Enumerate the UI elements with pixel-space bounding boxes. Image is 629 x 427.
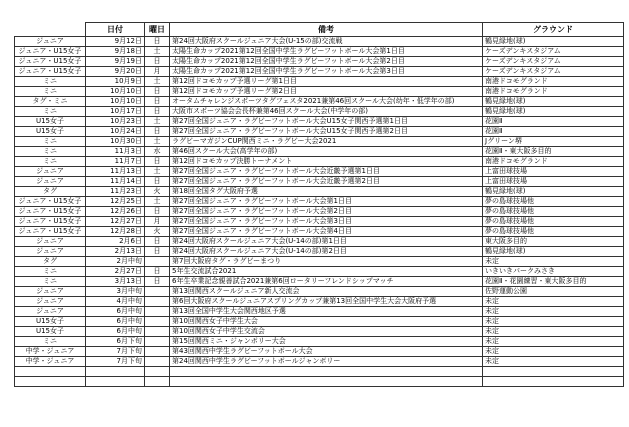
day-of-week-cell: 水	[145, 147, 170, 157]
day-of-week-cell	[145, 257, 170, 267]
ground-cell: 未定	[483, 357, 624, 367]
table-row	[15, 187, 624, 197]
category-cell: ミニ	[15, 157, 86, 167]
category-cell: ジュニア	[15, 37, 86, 47]
notes-cell: 第12回ドコモカップ決勝トーナメント	[170, 157, 483, 167]
ground-cell: ケーズデンキスタジアム	[483, 67, 624, 77]
table-row	[15, 87, 624, 97]
category-cell: ジュニア・U15女子	[15, 227, 86, 237]
day-of-week-cell: 火	[145, 187, 170, 197]
ground-cell: 夢の島球技場他	[483, 227, 624, 237]
notes-cell: 第12回ドコモカップ予選リーグ第1日目	[170, 77, 483, 87]
ground-cell: Jグリーン堺	[483, 137, 624, 147]
date-cell: 10月24日	[86, 127, 145, 137]
notes-cell	[170, 367, 483, 377]
day-of-week-cell: 土	[145, 77, 170, 87]
table-row	[15, 237, 624, 247]
table-row	[15, 347, 624, 357]
day-of-week-cell: 日	[145, 127, 170, 137]
category-cell: ジュニア	[15, 167, 86, 177]
category-cell: ジュニア	[15, 247, 86, 257]
notes-cell: 第27回全国ジュニア・ラグビーフットボール大会U15女子関西予選第1日目	[170, 117, 483, 127]
date-cell	[86, 367, 145, 377]
day-of-week-cell: 日	[145, 87, 170, 97]
ground-cell: 鶴見緑地(球)	[483, 97, 624, 107]
notes-cell: ラグビーマガジンCUP関西ミニ・ラグビー大会2021	[170, 137, 483, 147]
category-cell: ジュニア・U15女子	[15, 197, 86, 207]
notes-cell: 第24回関西中学生ラグビーフットボールジャンボリー	[170, 357, 483, 367]
ground-cell: 未定	[483, 297, 624, 307]
header-date: 日付	[86, 23, 145, 37]
day-of-week-cell	[145, 377, 170, 387]
day-of-week-cell: 日	[145, 57, 170, 67]
header-day-of-week: 曜日	[145, 23, 170, 37]
category-cell: タグ	[15, 187, 86, 197]
notes-cell: 第18回全国タグ大阪府予選	[170, 187, 483, 197]
category-cell	[15, 367, 86, 377]
day-of-week-cell: 日	[145, 177, 170, 187]
date-cell: 6月中旬	[86, 317, 145, 327]
day-of-week-cell	[145, 357, 170, 367]
ground-cell	[483, 367, 624, 377]
table-row	[15, 217, 624, 227]
category-cell: ミニ	[15, 77, 86, 87]
table-row	[15, 147, 624, 157]
category-cell: ミニ	[15, 107, 86, 117]
table-row	[15, 177, 624, 187]
table-row	[15, 317, 624, 327]
day-of-week-cell: 火	[145, 227, 170, 237]
category-cell: ジュニア・U15女子	[15, 207, 86, 217]
date-cell: 10月17日	[86, 107, 145, 117]
category-cell: ジュニア・U15女子	[15, 67, 86, 77]
date-cell: 9月18日	[86, 47, 145, 57]
notes-cell: 第7回大阪府タグ・ラグビーまつり	[170, 257, 483, 267]
date-cell: 10月10日	[86, 97, 145, 107]
notes-cell: 第43回関西中学生ラグビーフットボール大会	[170, 347, 483, 357]
header-row	[15, 23, 624, 37]
date-cell: 11月7日	[86, 157, 145, 167]
date-cell: 3月中旬	[86, 287, 145, 297]
table-row	[15, 337, 624, 347]
day-of-week-cell: 日	[145, 207, 170, 217]
table-row	[15, 367, 624, 377]
category-cell: ジュニア	[15, 177, 86, 187]
date-cell: 2月6日	[86, 237, 145, 247]
ground-cell: 鶴見緑地(球)	[483, 187, 624, 197]
ground-cell: ケーズデンキスタジアム	[483, 57, 624, 67]
category-cell: U15女子	[15, 117, 86, 127]
day-of-week-cell: 月	[145, 217, 170, 227]
date-cell: 11月13日	[86, 167, 145, 177]
category-cell: ジュニア	[15, 287, 86, 297]
table-row	[15, 67, 624, 77]
day-of-week-cell: 日	[145, 107, 170, 117]
category-cell: ミニ	[15, 337, 86, 347]
table-row	[15, 57, 624, 67]
notes-cell: 第13回全国中学生大会関西地区予選	[170, 307, 483, 317]
notes-cell	[170, 377, 483, 387]
notes-cell: 太陽生命カップ2021第12回全国中学生ラグビーフットボール大会第1日目	[170, 47, 483, 57]
date-cell: 9月19日	[86, 57, 145, 67]
table-row	[15, 37, 624, 47]
day-of-week-cell	[145, 317, 170, 327]
table-row	[15, 247, 624, 257]
day-of-week-cell	[145, 307, 170, 317]
table-row	[15, 117, 624, 127]
ground-cell: 夢の島球技場他	[483, 217, 624, 227]
ground-cell: 未定	[483, 327, 624, 337]
day-of-week-cell: 日	[145, 157, 170, 167]
schedule-table	[14, 22, 624, 387]
notes-cell: 第12回ドコモカップ予選リーグ第2日目	[170, 87, 483, 97]
date-cell: 10月30日	[86, 137, 145, 147]
table-row	[15, 137, 624, 147]
ground-cell: 花園Ⅱ	[483, 127, 624, 137]
date-cell: 3月13日	[86, 277, 145, 287]
date-cell: 11月3日	[86, 147, 145, 157]
ground-cell: 花園Ⅱ	[483, 117, 624, 127]
ground-cell: 南港ドコモグランド	[483, 87, 624, 97]
day-of-week-cell	[145, 327, 170, 337]
date-cell	[86, 377, 145, 387]
ground-cell: 上富田球技場	[483, 167, 624, 177]
notes-cell: 第27回全国ジュニア・ラグビーフットボール大会第1日目	[170, 197, 483, 207]
day-of-week-cell: 土	[145, 167, 170, 177]
ground-cell: 鶴見緑地(球)	[483, 37, 624, 47]
notes-cell: 第27回全国ジュニア・ラグビーフットボール大会U15女子関西予選第2日目	[170, 127, 483, 137]
notes-cell: 第13回関西スクールジュニア新人交流会	[170, 287, 483, 297]
notes-cell: 大阪市スポーツ協会会長杯兼第46回スクール大会(中学年の部)	[170, 107, 483, 117]
notes-cell: 5年生交流試合2021	[170, 267, 483, 277]
category-cell: U15女子	[15, 317, 86, 327]
header-notes: 備考	[170, 23, 483, 37]
date-cell: 4月中旬	[86, 297, 145, 307]
table-row	[15, 197, 624, 207]
notes-cell: 第27回全国ジュニア・ラグビーフットボール大会第4日目	[170, 227, 483, 237]
category-cell: タグ・ミニ	[15, 97, 86, 107]
date-cell: 7月下旬	[86, 347, 145, 357]
category-cell: ミニ	[15, 277, 86, 287]
date-cell: 10月10日	[86, 87, 145, 97]
notes-cell: 第46回スクール大会(高学年の部)	[170, 147, 483, 157]
table-row	[15, 97, 624, 107]
day-of-week-cell: 日	[145, 267, 170, 277]
table-row	[15, 107, 624, 117]
date-cell: 12月28日	[86, 227, 145, 237]
category-cell: ミニ	[15, 87, 86, 97]
day-of-week-cell: 土	[145, 137, 170, 147]
date-cell: 2月13日	[86, 247, 145, 257]
day-of-week-cell: 日	[145, 37, 170, 47]
table-row	[15, 377, 624, 387]
date-cell: 7月下旬	[86, 357, 145, 367]
notes-cell: 太陽生命カップ2021第12回全国中学生ラグビーフットボール大会第3日目	[170, 67, 483, 77]
day-of-week-cell	[145, 287, 170, 297]
day-of-week-cell: 土	[145, 197, 170, 207]
table-row	[15, 307, 624, 317]
category-cell	[15, 377, 86, 387]
category-cell: U15女子	[15, 327, 86, 337]
ground-cell: 夢の島球技場他	[483, 207, 624, 217]
table-row	[15, 267, 624, 277]
category-cell: ジュニア	[15, 237, 86, 247]
category-cell: ジュニア	[15, 297, 86, 307]
date-cell: 9月12日	[86, 37, 145, 47]
category-cell: ジュニア・U15女子	[15, 57, 86, 67]
notes-cell: 太陽生命カップ2021第12回全国中学生ラグビーフットボール大会第2日目	[170, 57, 483, 67]
category-cell: ジュニア	[15, 307, 86, 317]
table-row	[15, 127, 624, 137]
notes-cell: 第27回全国ジュニア・ラグビーフットボール大会近畿予選第2日目	[170, 177, 483, 187]
category-cell: ミニ	[15, 137, 86, 147]
category-cell: 中学・ジュニア	[15, 357, 86, 367]
notes-cell: 第27回全国ジュニア・ラグビーフットボール大会近畿予選第1日目	[170, 167, 483, 177]
ground-cell: 未定	[483, 307, 624, 317]
schedule-rows	[15, 37, 624, 387]
ground-cell: 東大阪多目的	[483, 237, 624, 247]
ground-cell: 未定	[483, 347, 624, 357]
ground-cell: 未定	[483, 317, 624, 327]
table-row	[15, 277, 624, 287]
header-category	[15, 23, 86, 37]
category-cell: タグ	[15, 257, 86, 267]
ground-cell: 佐野運動公園	[483, 287, 624, 297]
table-row	[15, 357, 624, 367]
category-cell: ミニ	[15, 267, 86, 277]
day-of-week-cell: 土	[145, 117, 170, 127]
date-cell: 9月20日	[86, 67, 145, 77]
date-cell: 10月9日	[86, 77, 145, 87]
day-of-week-cell: 土	[145, 47, 170, 57]
ground-cell	[483, 377, 624, 387]
category-cell: 中学・ジュニア	[15, 347, 86, 357]
table-row	[15, 257, 624, 267]
ground-cell: 南港ドコモグランド	[483, 77, 624, 87]
notes-cell: 第27回全国ジュニア・ラグビーフットボール大会第3日目	[170, 217, 483, 227]
day-of-week-cell	[145, 297, 170, 307]
table-row	[15, 287, 624, 297]
date-cell: 2月27日	[86, 267, 145, 277]
date-cell: 11月23日	[86, 187, 145, 197]
ground-cell: 鶴見緑地(球)	[483, 247, 624, 257]
ground-cell: 花園Ⅱ・東大阪多目的	[483, 147, 624, 157]
category-cell: ミニ	[15, 147, 86, 157]
notes-cell: 第10回関西女子中学生交流会	[170, 327, 483, 337]
table-row	[15, 207, 624, 217]
date-cell: 12月25日	[86, 197, 145, 207]
table-row	[15, 327, 624, 337]
day-of-week-cell	[145, 347, 170, 357]
date-cell: 12月26日	[86, 207, 145, 217]
date-cell: 6月中旬	[86, 307, 145, 317]
day-of-week-cell	[145, 367, 170, 377]
category-cell: ジュニア・U15女子	[15, 47, 86, 57]
ground-cell: 花園Ⅱ・花園練習・東大阪多目的	[483, 277, 624, 287]
day-of-week-cell: 日	[145, 277, 170, 287]
day-of-week-cell	[145, 337, 170, 347]
ground-cell: 南港ドコモグランド	[483, 157, 624, 167]
ground-cell: 上富田球技場	[483, 177, 624, 187]
table-row	[15, 157, 624, 167]
notes-cell: 第24回大阪府スクールジュニア大会(U-14の部)第1日目	[170, 237, 483, 247]
day-of-week-cell: 日	[145, 97, 170, 107]
date-cell: 6月中旬	[86, 327, 145, 337]
ground-cell: 未定	[483, 337, 624, 347]
notes-cell: 第6回大阪府スクールジュニアスプリングカップ兼第13回全国中学生大会大阪府予選	[170, 297, 483, 307]
date-cell: 2月中旬	[86, 257, 145, 267]
header-ground: グラウンド	[483, 23, 624, 37]
date-cell: 12月27日	[86, 217, 145, 227]
ground-cell: いきいきパークみさき	[483, 267, 624, 277]
ground-cell: ケーズデンキスタジアム	[483, 47, 624, 57]
notes-cell: 第24回大阪府スクールジュニア大会(U-15の部)交流戦	[170, 37, 483, 47]
date-cell: 10月23日	[86, 117, 145, 127]
notes-cell: 6年生卒業記念親善試合2021兼第6回ロータリーフレンドシップマッチ	[170, 277, 483, 287]
day-of-week-cell: 日	[145, 247, 170, 257]
table-row	[15, 297, 624, 307]
notes-cell: 第10回関西女子中学生大会	[170, 317, 483, 327]
category-cell: ジュニア・U15女子	[15, 217, 86, 227]
notes-cell: オータムチャレンジスポーツタグフェスタ2021兼第46回スクール大会(幼年・低学年の部)	[170, 97, 483, 107]
ground-cell: 未定	[483, 257, 624, 267]
notes-cell: 第27回全国ジュニア・ラグビーフットボール大会第2日目	[170, 207, 483, 217]
day-of-week-cell: 日	[145, 237, 170, 247]
table-row	[15, 47, 624, 57]
date-cell: 6月下旬	[86, 337, 145, 347]
table-row	[15, 167, 624, 177]
notes-cell: 第15回関西ミニ・ジャンボリー大会	[170, 337, 483, 347]
notes-cell: 第24回大阪府スクールジュニア大会(U-14の部)第2日目	[170, 247, 483, 257]
ground-cell: 鶴見緑地(球)	[483, 107, 624, 117]
day-of-week-cell: 月	[145, 67, 170, 77]
table-row	[15, 77, 624, 87]
date-cell: 11月14日	[86, 177, 145, 187]
category-cell: U15女子	[15, 127, 86, 137]
ground-cell: 夢の島球技場他	[483, 197, 624, 207]
table-row	[15, 227, 624, 237]
